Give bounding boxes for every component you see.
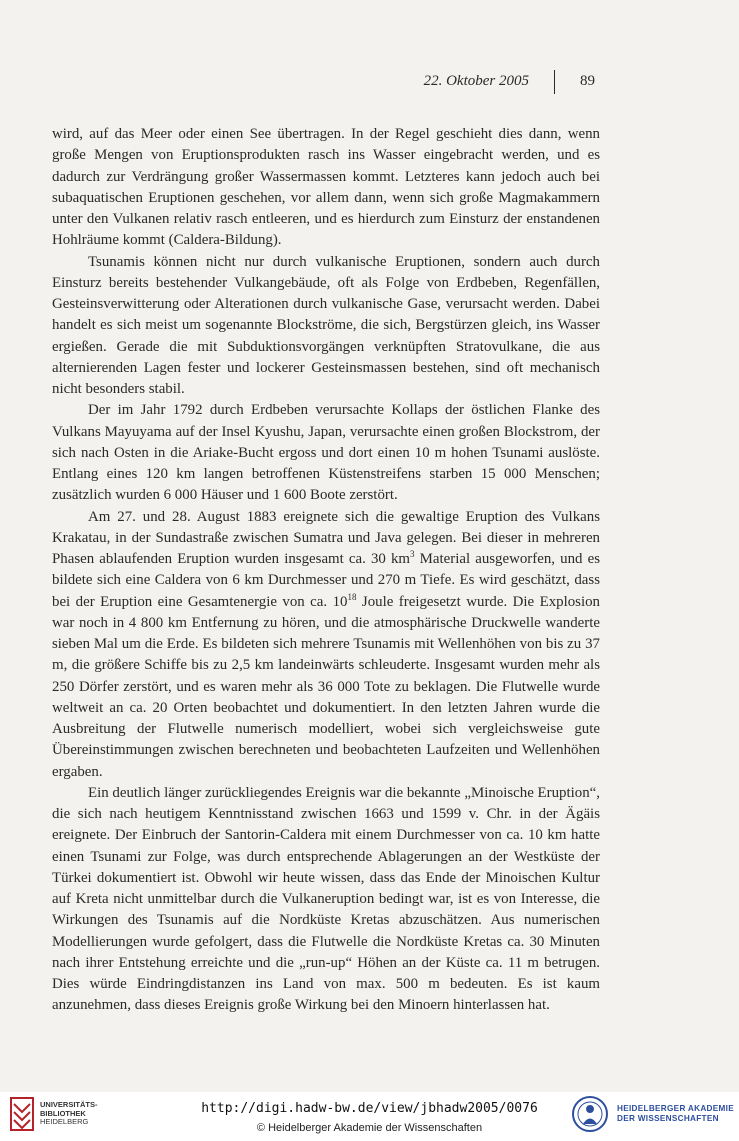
paragraph-2: Tsunamis können nicht nur durch vulkanische Eruptionen, sondern auch durch Einsturz bereits bestehender Vulkangebäude, oft als Folge von Erdbeben, Regenfällen, Gesteinsverwitterung oder Alterationen durch vulkanische Gase, verursacht werden. Dabei handelt es sich meist um sogenannte Blockströme, die sich, Bergstürzen gleich, ins Wasser ergießen. Gerade die mit Subduktionsvorgängen verknüpften Stratovulkane, die aus alternierenden Lagen fester und lockerer Gesteinsmassen bestehen, sind oft mechanisch nicht besonders stabil. bbox=[52, 253, 600, 397]
superscript-cubic: 3 bbox=[410, 549, 415, 560]
academy-name-line: DER WISSENSCHAFTEN bbox=[617, 1114, 719, 1123]
header-date: 22. Oktober 2005 bbox=[423, 73, 529, 89]
library-name-line: UNIVERSITÄTS- bbox=[40, 1100, 98, 1109]
paragraph-3: Der im Jahr 1792 durch Erdbeben verursachte Kollaps der östlichen Flanke des Vulkans Mayuyama auf der Insel Kyushu, Japan, verursachte einen großen Blockstrom, der sich nach Osten in die Ariake-Bucht ergoss und dort einen 10 m hohen Tsunami auslöste. Entlang eines 120 km langen betroffenen Küstenstreifens starben 15 000 Menschen; zusätzlich wurden 6 000 Häuser und 1 600 Boote zerstört. bbox=[52, 402, 600, 504]
paragraph-4-part-b: Material ausgeworfen, und es bildete sich eine Caldera von 6 km Durchmesser und 270 m Tiefe. Es wird geschätzt, dass bei der Eruption eine Gesamtenergie von ca. 10 bbox=[52, 551, 600, 610]
paragraph-4 bbox=[52, 507, 600, 783]
header-divider bbox=[554, 70, 555, 94]
paragraph-5: Ein deutlich länger zurückliegendes Ereignis war die bekannte „Minoische Eruption“, die sich nach heutigem Kenntnisstand zwischen 1663 und 1599 v. Chr. in der Ägäis ereignete. Der Einbruch der Santorin-Caldera mit einem Durchmesser von ca. 10 km hatte einen Tsunami zur Folge, was durch entsprechende Ablagerungen an der Westküste der Türkei dokumentiert ist. Obwohl wir heute wissen, dass das Ende der Minoischen Kultur auf Kreta nicht unmittelbar durch die Vulkaneruption bedingt war, ist es von Interesse, die Wirkungen des Tsunamis auf die Nordküste Kretas abzuschätzen. Aus numerischen Modellierungen wurde gefolgert, dass die Flutwelle die Nordküste Kretas ca. 30 Minuten nach ihrer Entstehung erreichte und die „run-up“ Höhen an der Küste ca. 11 m betrugen. Dies würde Eindringdistanzen ins Land von max. 500 m bedeuten. Es ist kaum anzunehmen, dass dieses Ereignis große Wirkung bei den Minoern hinterlassen hat. bbox=[52, 784, 600, 1014]
superscript-exponent: 18 bbox=[347, 591, 357, 602]
academy-seal-icon bbox=[571, 1095, 609, 1133]
footer-bar bbox=[0, 1092, 739, 1141]
paragraph-1: wird, auf das Meer oder einen See übertragen. In der Regel geschieht dies dann, wenn große Mengen von Eruptionsprodukten rasch ins Wasser eingebracht werden, und es dadurch zur Verdrängung großer Wassermassen kommt. Letzteres kann jedoch auch bei subaquatischen Eruptionen geschehen, vor allem dann, wenn sich große Magmakammern unter den Vulkanen relativ rasch entleeren, und es hierdurch zum Einsturz der enstandenen Hohlräume kommt (Caldera-Bildung). bbox=[52, 126, 600, 249]
academy-name bbox=[617, 1104, 734, 1124]
document-url-link[interactable]: http://digi.hadw-bw.de/view/jbhadw2005/0076 bbox=[201, 1101, 538, 1116]
library-name-line: HEIDELBERG bbox=[40, 1117, 89, 1126]
running-head bbox=[0, 70, 739, 94]
academy-name-line: HEIDELBERGER AKADEMIE bbox=[617, 1104, 734, 1113]
page-number: 89 bbox=[580, 73, 595, 89]
body-text bbox=[52, 124, 600, 1017]
copyright-notice: © Heidelberger Akademie der Wissenschaften bbox=[256, 1122, 483, 1134]
paragraph-4-part-a: Am 27. und 28. August 1883 ereignete sich die gewaltige Eruption des Vulkans Krakatau, in der Sundastraße zwischen Sumatra und Java gelegen. Bei dieser in mehreren Phasen ablaufenden Eruption wurden insgesamt ca. 30 km bbox=[52, 508, 600, 567]
paragraph-4-part-c: Joule freigesetzt wurde. Die Explosion war noch in 4 800 km Entfernung zu hören, und die atmosphärische Druckwelle wanderte sieben Mal um die Erde. Es bildeten sich mehrere Tsunamis mit Wellenhöhen von bis zu 37 m, die größere Schiffe bis zu 2,5 km landeinwärts schleuderte. Insgesamt wurden mehr als 250 Dörfer zerstört, und es waren mehr als 36 000 Tote zu beklagen. Die Flutwelle wurde weltweit an ca. 20 Orten beobachtet und dokumentiert. In den letzten Jahren wurde die Ausbreitung der Flutwelle numerisch modelliert, wobei sich vergleichsweise gute Übereinstimmungen zwischen berechneten und beobachteten Laufzeiten und Wellenhöhen ergaben. bbox=[52, 593, 600, 780]
library-name-line: BIBLIOTHEK bbox=[40, 1108, 86, 1118]
